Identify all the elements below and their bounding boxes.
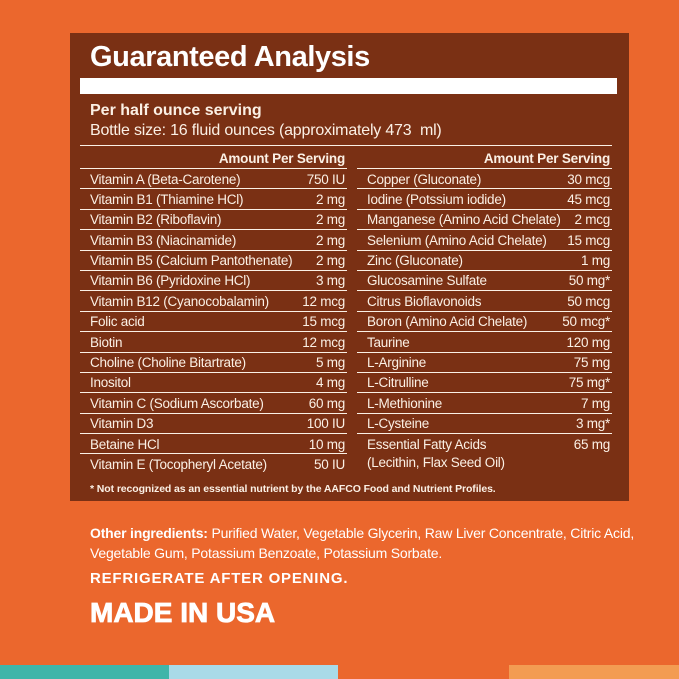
table-row	[357, 373, 612, 393]
nutrient-name: Iodine (Potssium iodide)	[367, 191, 506, 207]
nutrient-name: Vitamin B1 (Thiamine HCl)	[90, 191, 244, 207]
aafco-footnote: * Not recognized as an essential nutrient by the AAFCO Food and Nutrient Profiles.	[90, 483, 496, 495]
table-row	[357, 291, 612, 311]
other-ingredients	[90, 523, 634, 563]
nutrient-name: Essential Fatty Acids	[367, 436, 487, 452]
table-row	[80, 434, 347, 454]
nutrient-name: Vitamin B3 (Niacinamide)	[90, 232, 237, 248]
nutrient-value: 50 mg*	[568, 273, 610, 289]
table-row	[357, 414, 612, 434]
table-row	[357, 271, 612, 291]
color-strip-lightblue	[169, 665, 338, 679]
nutrient-value: 4 mg	[315, 375, 345, 391]
table-row	[357, 353, 612, 373]
table-row	[80, 332, 347, 352]
nutrient-subname: (Lecithin, Flax Seed Oil)	[367, 454, 505, 470]
table-row	[357, 169, 612, 189]
nutrient-value: 2 mg	[315, 212, 345, 228]
nutrient-value: 30 mcg	[567, 171, 610, 187]
other-ingredients-line1: Purified Water, Vegetable Glycerin, Raw Liver Concentrate, Citric Acid,	[207, 525, 635, 541]
panel-title: Guaranteed Analysis	[90, 41, 370, 73]
nutrient-value: 1 mg	[580, 253, 610, 269]
nutrient-value: 12 mcg	[302, 293, 345, 309]
guaranteed-analysis-panel	[70, 33, 629, 501]
nutrient-value: 45 mcg	[567, 191, 610, 207]
table-row	[357, 393, 612, 413]
nutrient-name: Zinc (Gluconate)	[367, 253, 463, 269]
nutrient-name: Choline (Choline Bitartrate)	[90, 355, 246, 371]
nutrient-name: L-Methionine	[367, 395, 443, 411]
nutrient-value: 100 IU	[306, 416, 345, 432]
table-row	[80, 169, 347, 189]
nutrient-value: 2 mg	[315, 191, 345, 207]
table-row	[80, 291, 347, 311]
nutrient-value: 120 mg	[566, 334, 610, 350]
nutrient-table-right	[357, 147, 612, 475]
nutrient-value: 3 mg*	[575, 416, 610, 432]
nutrient-name: Vitamin C (Sodium Ascorbate)	[90, 395, 264, 411]
nutrient-value: 75 mg	[573, 355, 610, 371]
nutrient-name: L-Citrulline	[367, 375, 429, 391]
serving-size-line: Per half ounce serving	[90, 102, 262, 119]
nutrient-name: Manganese (Amino Acid Chelate)	[367, 212, 561, 228]
nutrient-value: 15 mcg	[302, 314, 345, 330]
table-row	[80, 189, 347, 209]
other-ingredients-label: Other ingredients:	[90, 525, 208, 541]
nutrient-name: Vitamin A (Beta-Carotene)	[90, 171, 241, 187]
made-in-usa: MADE IN USA	[90, 597, 276, 628]
nutrient-name: Inositol	[90, 375, 131, 391]
nutrient-name: L-Cysteine	[367, 416, 430, 432]
column-header-right: Amount Per Serving	[357, 147, 612, 169]
nutrient-value: 5 mg	[315, 355, 345, 371]
nutrient-value: 12 mcg	[302, 334, 345, 350]
table-body-right	[357, 169, 612, 475]
table-body-left	[80, 169, 347, 475]
table-row	[80, 454, 347, 474]
nutrient-value: 50 IU	[313, 456, 345, 472]
table-row	[80, 210, 347, 230]
nutrient-name: Vitamin E (Tocopheryl Acetate)	[90, 456, 267, 472]
table-row	[357, 230, 612, 250]
table-row	[357, 210, 612, 230]
table-row	[80, 353, 347, 373]
table-row	[357, 189, 612, 209]
table-row	[357, 312, 612, 332]
nutrient-value: 60 mg	[308, 395, 345, 411]
nutrient-value: 750 IU	[306, 171, 345, 187]
other-ingredients-line2: Vegetable Gum, Potassium Benzoate, Potassium Sorbate.	[90, 545, 443, 561]
refrigerate-notice: REFRIGERATE AFTER OPENING.	[90, 570, 349, 587]
table-row	[357, 434, 612, 475]
table-row	[357, 251, 612, 271]
nutrient-value: 2 mcg	[574, 212, 610, 228]
nutrient-value: 15 mcg	[567, 232, 610, 248]
nutrient-name: Glucosamine Sulfate	[367, 273, 487, 289]
color-strip-lightorange	[509, 665, 679, 679]
nutrient-value: 75 mg*	[568, 375, 610, 391]
nutrient-value: 50 mcg	[567, 293, 610, 309]
table-row	[80, 251, 347, 271]
nutrient-value: 65 mg	[573, 436, 610, 452]
nutrient-name: Folic acid	[90, 314, 145, 330]
nutrient-table-left	[80, 147, 347, 475]
nutrient-value: 50 mcg*	[562, 314, 610, 330]
nutrient-value: 10 mg	[308, 436, 345, 452]
table-row	[80, 312, 347, 332]
divider-bar	[80, 78, 617, 94]
nutrient-name: Citrus Bioflavonoids	[367, 293, 482, 309]
nutrient-value: 7 mg	[580, 395, 610, 411]
nutrient-name: Biotin	[90, 334, 123, 350]
nutrient-name: Selenium (Amino Acid Chelate)	[367, 232, 547, 248]
nutrient-name: L-Arginine	[367, 355, 427, 371]
nutrient-name: Copper (Gluconate)	[367, 171, 482, 187]
nutrient-value: 2 mg	[315, 253, 345, 269]
nutrient-value: 2 mg	[315, 232, 345, 248]
nutrient-name: Vitamin D3	[90, 416, 154, 432]
table-row	[80, 414, 347, 434]
bottle-size-line: Bottle size: 16 fluid ounces (approximately 473 ml)	[90, 122, 442, 139]
nutrient-name: Boron (Amino Acid Chelate)	[367, 314, 528, 330]
nutrient-name: Vitamin B12 (Cyanocobalamin)	[90, 293, 269, 309]
nutrient-name: Taurine	[367, 334, 410, 350]
table-row	[357, 332, 612, 352]
table-row	[80, 271, 347, 291]
table-row	[80, 393, 347, 413]
header-rule	[80, 145, 612, 146]
column-header-left: Amount Per Serving	[80, 147, 347, 169]
nutrient-name: Vitamin B5 (Calcium Pantothenate)	[90, 253, 293, 269]
nutrient-value: 3 mg	[315, 273, 345, 289]
color-strip-teal	[0, 665, 169, 679]
nutrient-name: Vitamin B2 (Riboflavin)	[90, 212, 222, 228]
table-row	[80, 373, 347, 393]
nutrient-name: Vitamin B6 (Pyridoxine HCl)	[90, 273, 251, 289]
nutrient-name: Betaine HCl	[90, 436, 160, 452]
table-row	[80, 230, 347, 250]
